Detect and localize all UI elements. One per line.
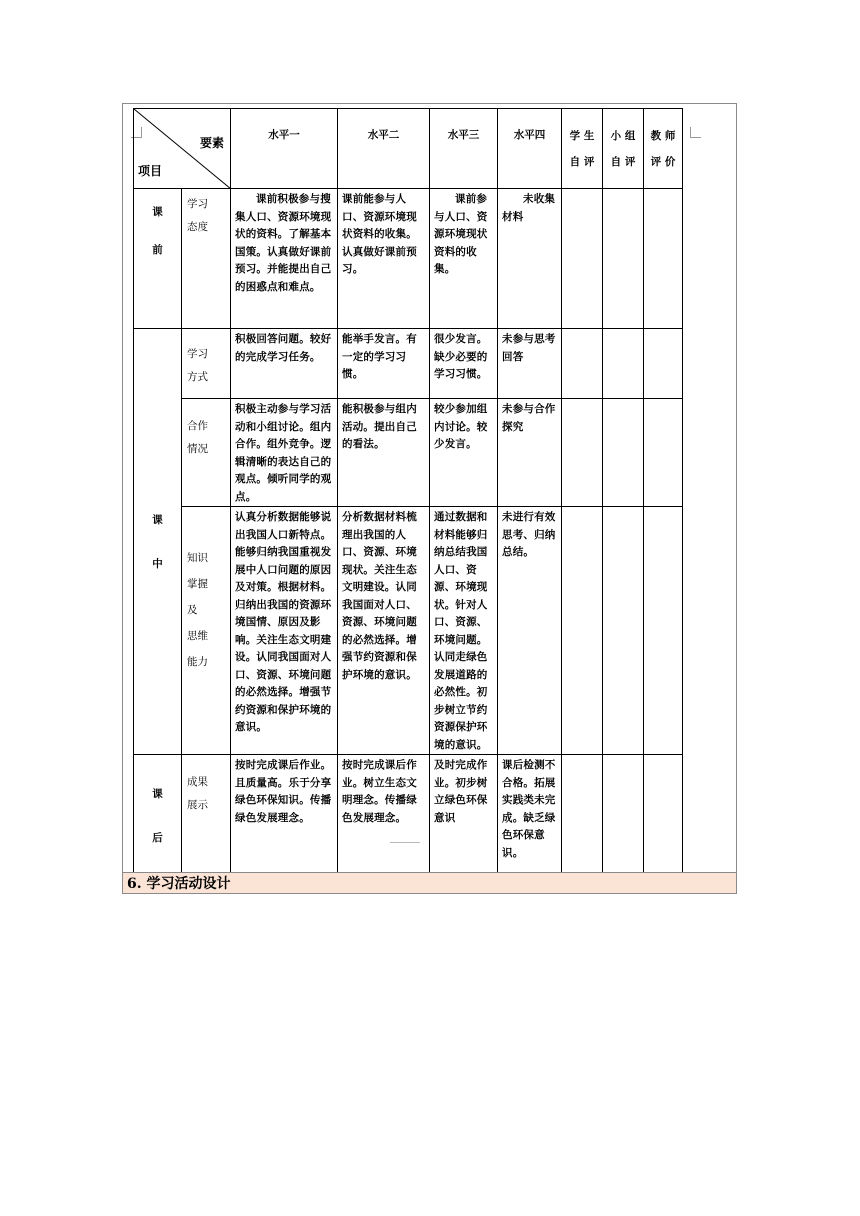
teacher-score-cell[interactable] (644, 329, 683, 399)
level-1-text: 积极主动参与学习活动和小组讨论。组内合作。组外竞争。逻辑清晰的表达自己的观点。倾听同学的观点。 (231, 399, 338, 507)
stage-char: 中 (152, 557, 163, 570)
level-2-text: 按时完成课后作业。树立生态文明理念。传播绿色发展理念。 (338, 755, 430, 877)
page-tick-mark (390, 842, 420, 843)
teacher-score-cell[interactable] (644, 189, 683, 329)
header-line: 教 师 (650, 130, 676, 142)
level-3-text: 通过数据和材料能够归纳总结我国人口、资源、环境现状。针对人口、资源、环境问题。认同走绿色发展道路的必然性。初步树立节约资源保护环境的意识。 (430, 507, 498, 755)
teacher-score-cell[interactable] (644, 399, 683, 507)
item-line: 方式 (187, 371, 208, 383)
student-score-cell[interactable] (562, 399, 603, 507)
item-line: 思维 (187, 630, 208, 642)
evaluation-rubric-table (133, 108, 683, 877)
item-line: 学习 (187, 348, 208, 360)
stage-char: 课 (152, 787, 163, 800)
item-line: 知识 (187, 552, 208, 564)
result-row (134, 755, 683, 877)
attitude-row (134, 189, 683, 329)
method-row (134, 329, 683, 399)
item-line: 及 (187, 604, 198, 616)
item-result (182, 755, 231, 877)
header-line: 学 生 (569, 130, 595, 142)
level-1-text: 认真分析数据能够说出我国人口新特点。能够归纳我国重视发展中人口问题的原因及对策。根据材料。归纳出我国的资源环境国情、原因及影响。关注生态文明建设。认同我国面对人口、资源、环境问题的必然选择。增强节约资源和保护环境的意识。 (231, 507, 338, 755)
level-1-text: 按时完成课后作业。且质量高。乐于分享绿色环保知识。传播绿色发展理念。 (231, 755, 338, 877)
group-score-cell[interactable] (603, 329, 644, 399)
corner-crop-mark (690, 127, 701, 138)
item-line: 展示 (187, 799, 208, 811)
student-score-cell[interactable] (562, 189, 603, 329)
item-line: 成果 (187, 776, 208, 788)
stage-char: 课 (152, 206, 163, 218)
student-self-eval-header (562, 109, 603, 189)
level-header-1: 水平一 (231, 109, 338, 189)
diagonal-header-cell (134, 109, 231, 189)
header-row (134, 109, 683, 189)
level-4-text: 未参与思考回答 (498, 329, 562, 399)
diagonal-bottom-label: 项目 (138, 164, 163, 178)
group-score-cell[interactable] (603, 507, 644, 755)
level-header-4: 水平四 (498, 109, 562, 189)
stage-char: 前 (152, 244, 163, 256)
group-score-cell[interactable] (603, 399, 644, 507)
level-4-text: 未参与合作探究 (498, 399, 562, 507)
teacher-eval-header (644, 109, 683, 189)
stage-during-cell (134, 329, 182, 755)
diagonal-top-label: 要素 (199, 136, 224, 150)
item-line: 能力 (187, 656, 208, 668)
header-line: 小 组 (610, 130, 636, 142)
teacher-score-cell[interactable] (644, 755, 683, 877)
level-3-text: 课前参与人口、资源环境现状资料的收集。 (430, 189, 498, 329)
item-line: 态度 (187, 221, 208, 233)
stage-char: 后 (152, 831, 163, 844)
level-3-text: 较少参加组内讨论。较少发言。 (430, 399, 498, 507)
level-4-text: 未收集材料 (498, 189, 562, 329)
group-self-eval-header (603, 109, 644, 189)
header-line: 自 评 (569, 156, 595, 168)
group-score-cell[interactable] (603, 755, 644, 877)
item-knowledge (182, 507, 231, 755)
level-3-text: 及时完成作业。初步树立绿色环保意识 (430, 755, 498, 877)
level-1-text: 课前积极参与搜集人口、资源环境现状的资料。了解基本国策。认真做好课前预习。并能提出自己的困惑点和难点。 (231, 189, 338, 329)
section-header-bar (122, 872, 737, 894)
stage-after-cell (134, 755, 182, 877)
knowledge-row (134, 507, 683, 755)
item-attitude (182, 189, 231, 329)
item-method (182, 329, 231, 399)
cooperation-row (134, 399, 683, 507)
stage-before-cell (134, 189, 182, 329)
level-1-text: 积极回答问题。较好的完成学习任务。 (231, 329, 338, 399)
group-score-cell[interactable] (603, 189, 644, 329)
level-4-text: 课后检测不合格。拓展实践类未完成。缺乏绿色环保意识。 (498, 755, 562, 877)
level-header-2: 水平二 (338, 109, 430, 189)
level-2-text: 课前能参与人口、资源环境现状资料的收集。认真做好课前预习。 (338, 189, 430, 329)
student-score-cell[interactable] (562, 507, 603, 755)
header-line: 评 价 (650, 156, 676, 168)
item-line: 情况 (187, 443, 208, 455)
level-4-text: 未进行有效思考、归纳总结。 (498, 507, 562, 755)
student-score-cell[interactable] (562, 755, 603, 877)
section-title: 6. 学习活动设计 (127, 876, 231, 892)
level-header-3: 水平三 (430, 109, 498, 189)
item-line: 学习 (187, 198, 208, 210)
item-line: 合作 (187, 420, 208, 432)
teacher-score-cell[interactable] (644, 507, 683, 755)
item-cooperation (182, 399, 231, 507)
header-line: 自 评 (610, 156, 636, 168)
stage-char: 课 (152, 513, 163, 526)
level-2-text: 能积极参与组内活动。提出自己的看法。 (338, 399, 430, 507)
level-2-text: 能举手发言。有一定的学习习惯。 (338, 329, 430, 399)
level-3-text: 很少发言。缺少必要的学习习惯。 (430, 329, 498, 399)
level-2-text: 分析数据材料梳理出我国的人口、资源、环境现状。关注生态文明建设。认同我国面对人口、资源、环境问题的必然选择。增强节约资源和保护环境的意识。 (338, 507, 430, 755)
student-score-cell[interactable] (562, 329, 603, 399)
item-line: 掌握 (187, 578, 208, 590)
